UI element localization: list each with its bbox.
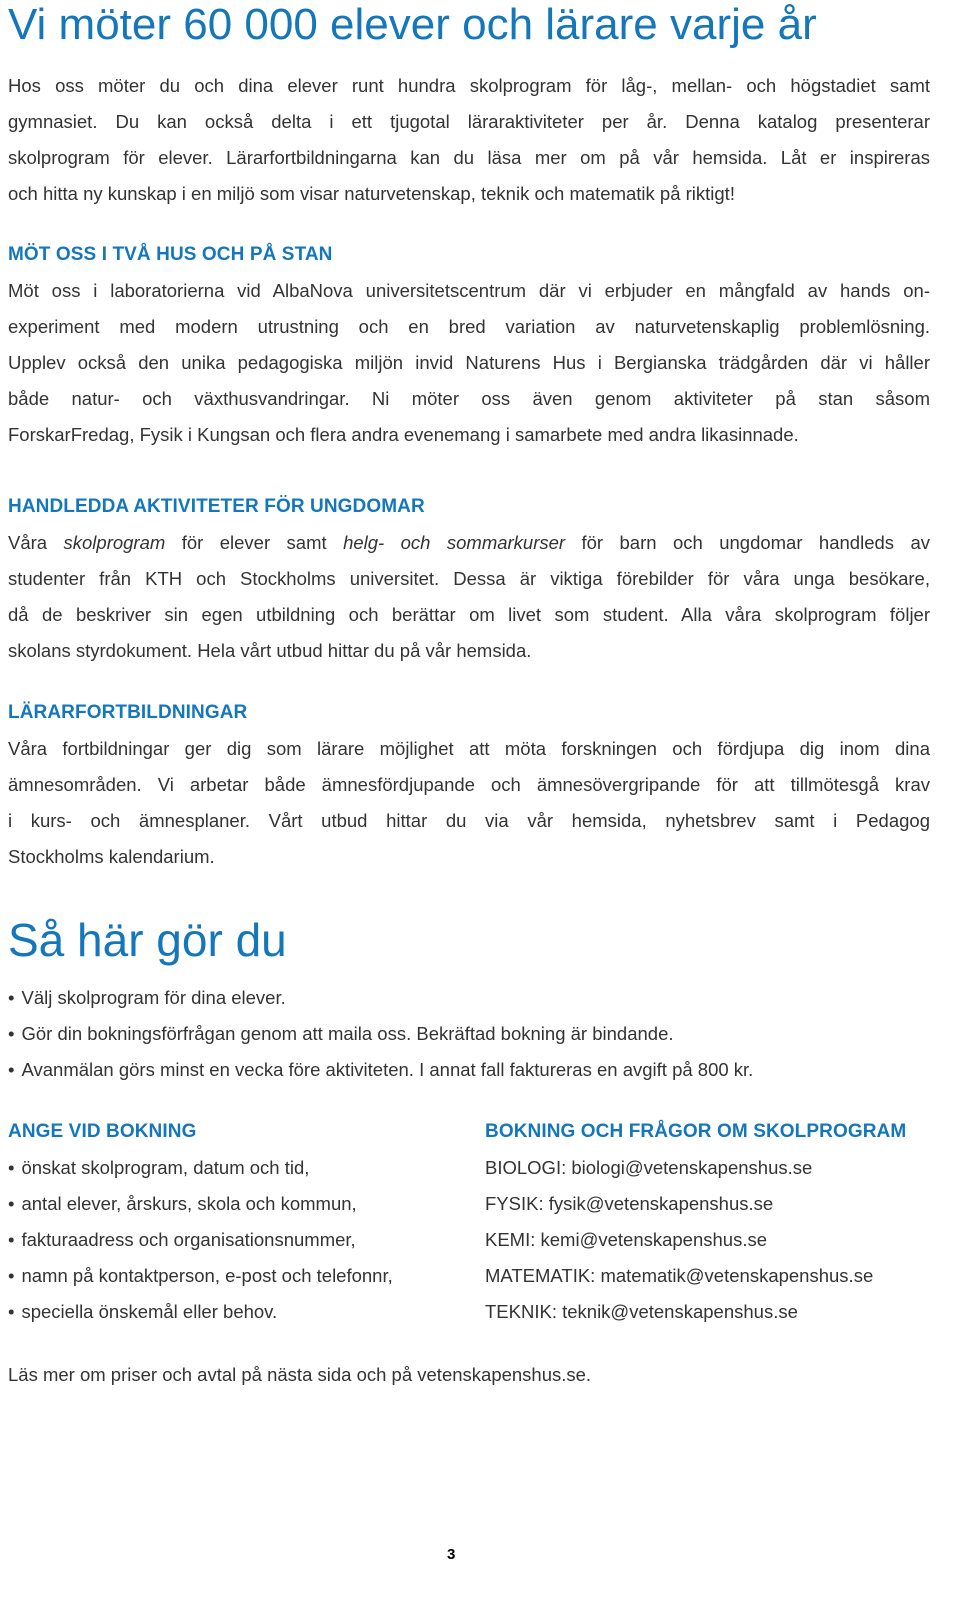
booking-info-column — [8, 1114, 468, 1330]
paragraph-line: både natur- och växthusvandringar. Ni möter oss även genom aktiviteter på stan såsom — [8, 388, 930, 409]
text-run: Våra — [8, 532, 64, 553]
contact-line: FYSIK: fysik@vetenskapenshus.se — [485, 1193, 774, 1214]
howto-list — [8, 980, 930, 1088]
howto-title: Så här gör du — [8, 914, 287, 966]
section-guided-activities — [8, 489, 930, 669]
section-heading: MÖT OSS I TVÅ HUS OCH PÅ STAN — [8, 244, 333, 265]
intro-line: gymnasiet. Du kan också delta i ett tjugotal läraraktiviteter per år. Denna katalog presenterar — [8, 111, 930, 132]
section-meet-us — [8, 237, 930, 453]
paragraph-line: Upplev också den unika pedagogiska miljön invid Naturens Hus i Bergianska trädgården där vi håller — [8, 352, 930, 373]
page-number: 3 — [447, 1546, 456, 1563]
paragraph-line: Möt oss i laboratorierna vid AlbaNova universitetscentrum där vi erbjuder en mångfald av hands on- — [8, 280, 930, 301]
list-item: • antal elever, årskurs, skola och kommun, — [8, 1186, 468, 1222]
paragraph-line: då de beskriver sin egen utbildning och berättar om livet som student. Alla våra skolprogram följer — [8, 604, 930, 625]
intro-line: Hos oss möter du och dina elever runt hundra skolprogram för låg-, mellan- och högstadiet samt — [8, 75, 930, 96]
contact-line: TEKNIK: teknik@vetenskapenshus.se — [485, 1301, 798, 1322]
intro-paragraph — [8, 68, 930, 212]
paragraph-line: ämnesområden. Vi arbetar både ämnesfördjupande och ämnesövergripande för att tillmötesgå krav — [8, 774, 930, 795]
paragraph-line — [8, 525, 930, 561]
intro-line: och hitta ny kunskap i en miljö som visar naturvetenskap, teknik och matematik på riktigt! — [8, 183, 735, 204]
list-item: • Gör din bokningsförfrågan genom att maila oss. Bekräftad bokning är bindande. — [8, 1016, 930, 1052]
section-heading: ANGE VID BOKNING — [8, 1121, 197, 1142]
page-title: Vi möter 60 000 elever och lärare varje år — [8, 0, 817, 49]
text-run: för barn och ungdomar handleds av — [565, 532, 930, 553]
list-item: • önskat skolprogram, datum och tid, — [8, 1150, 468, 1186]
section-heading: BOKNING OCH FRÅGOR OM SKOLPROGRAM — [485, 1121, 907, 1142]
paragraph-line: Stockholms kalendarium. — [8, 846, 215, 867]
contact-line: KEMI: kemi@vetenskapenshus.se — [485, 1229, 768, 1250]
contacts-column — [485, 1114, 945, 1330]
list-item: • fakturaadress och organisationsnummer, — [8, 1222, 468, 1258]
paragraph-line: Våra fortbildningar ger dig som lärare möjlighet att möta forskningen och fördjupa dig inom dina — [8, 738, 930, 759]
paragraph-line: skolans styrdokument. Hela vårt utbud hittar du på vår hemsida. — [8, 640, 532, 661]
section-teacher-training — [8, 695, 930, 875]
list-item: • Välj skolprogram för dina elever. — [8, 980, 930, 1016]
contact-line: MATEMATIK: matematik@vetenskapenshus.se — [485, 1265, 874, 1286]
contact-line: BIOLOGI: biologi@vetenskapenshus.se — [485, 1157, 813, 1178]
text-run: för elever samt — [165, 532, 344, 553]
emphasis-text: skolprogram — [63, 532, 166, 553]
intro-line: skolprogram för elever. Lärarfortbildningarna kan du läsa mer om på vår hemsida. Låt er inspireras — [8, 147, 930, 168]
list-item: • Avanmälan görs minst en vecka före aktiviteten. I annat fall faktureras en avgift på 800 kr. — [8, 1052, 930, 1088]
paragraph-line: experiment med modern utrustning och en bred variation av naturvetenskaplig problemlösning. — [8, 316, 930, 337]
list-item: • speciella önskemål eller behov. — [8, 1294, 468, 1330]
list-item: • namn på kontaktperson, e-post och telefonnr, — [8, 1258, 468, 1294]
paragraph-line: i kurs- och ämnesplaner. Vårt utbud hittar du via vår hemsida, nyhetsbrev samt i Pedagog — [8, 810, 930, 831]
footer-text: Läs mer om priser och avtal på nästa sida och på vetenskapenshus.se. — [8, 1364, 592, 1385]
paragraph-line: ForskarFredag, Fysik i Kungsan och flera andra evenemang i samarbete med andra likasinnade. — [8, 424, 799, 445]
emphasis-text: helg- och sommarkurser — [343, 532, 566, 553]
section-heading: LÄRARFORTBILDNINGAR — [8, 702, 248, 723]
section-heading: HANDLEDDA AKTIVITETER FÖR UNGDOMAR — [8, 496, 425, 517]
paragraph-line: studenter från KTH och Stockholms universitet. Dessa är viktiga förebilder för våra unga besökare, — [8, 568, 930, 589]
